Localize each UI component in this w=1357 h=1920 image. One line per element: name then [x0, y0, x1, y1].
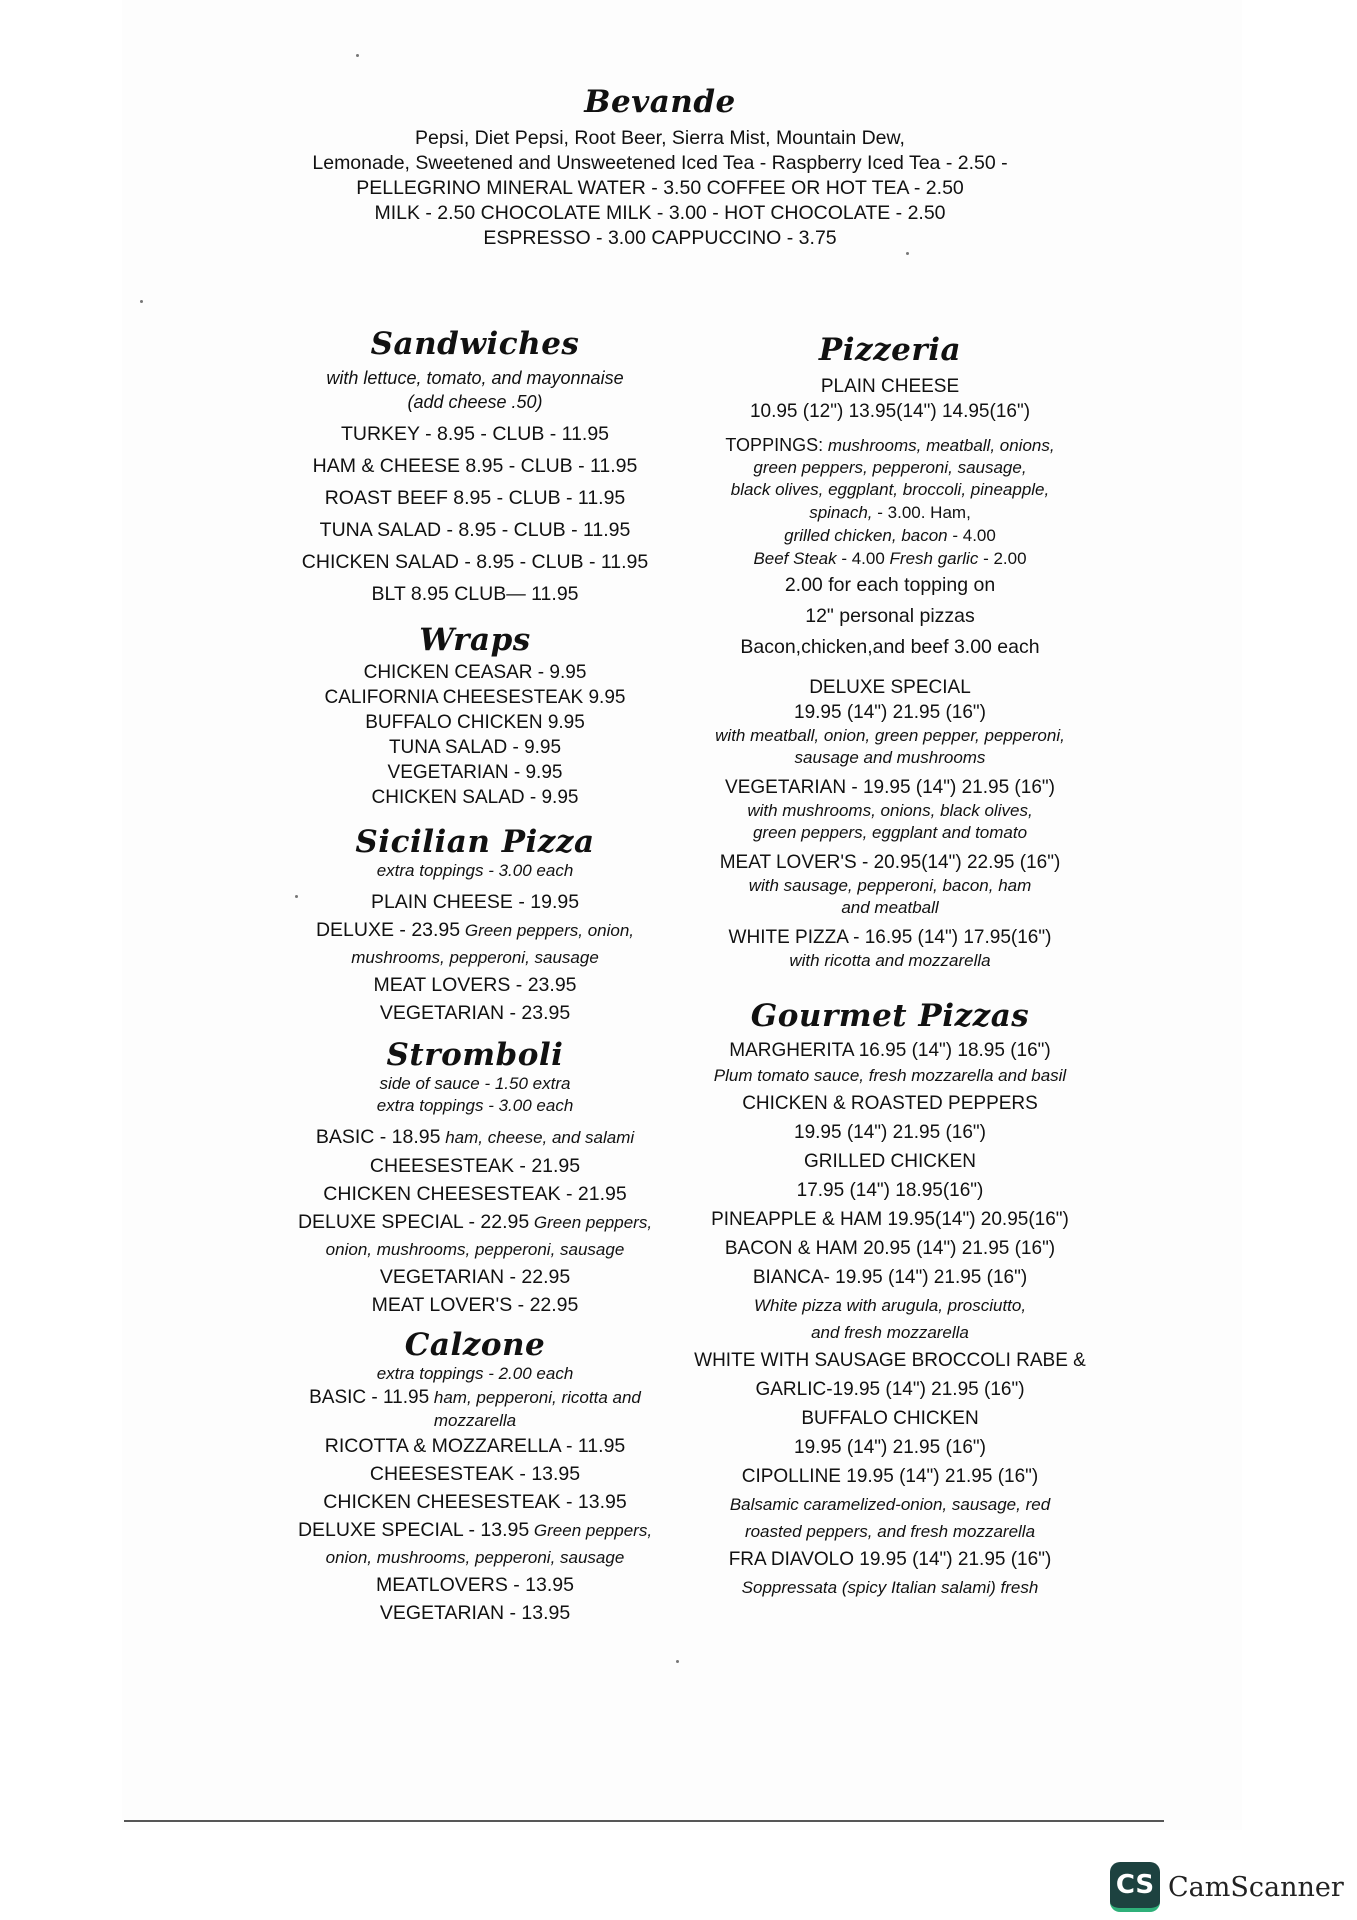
item-title: DELUXE - 23.95: [315, 919, 461, 941]
menu-item: [265, 1516, 685, 1545]
menu-item: FRA DIAVOLO 19.95 (14") 21.95 (16"): [728, 1549, 1052, 1570]
menu-item: BIANCA- 19.95 (14") 21.95 (16"): [752, 1267, 1028, 1288]
menu-item: VEGETARIAN - 9.95: [387, 762, 563, 783]
menu-item: WHITE WITH SAUSAGE BROCCOLI RABE &: [694, 1350, 1086, 1371]
item-desc: ham, cheese, and salami: [440, 1128, 635, 1147]
pizzeria-section: [680, 332, 1100, 972]
menu-item: WHITE PIZZA - 16.95 (14") 17.95(16"): [728, 927, 1052, 948]
menu-item: GARLIC-19.95 (14") 21.95 (16"): [755, 1379, 1025, 1400]
item-desc: and meatball: [841, 898, 939, 917]
beverage-line: Pepsi, Diet Pepsi, Root Beer, Sierra Mist, Mountain Dew,: [415, 127, 905, 149]
menu-item: BUFFALO CHICKEN 9.95: [365, 712, 585, 733]
calzone-desc: extra toppings - 2.00 each: [376, 1364, 574, 1383]
menu-item: CHICKEN CHEESESTEAK - 21.95: [323, 1183, 627, 1205]
menu-item: CALIFORNIA CHEESESTEAK 9.95: [324, 687, 626, 708]
menu-item: VEGETARIAN - 13.95: [379, 1602, 571, 1624]
menu-item: PLAIN CHEESE - 19.95: [370, 891, 580, 913]
gourmet-heading: Gourmet Pizzas: [750, 998, 1030, 1034]
item-desc: Green peppers,: [529, 1521, 653, 1540]
item-desc: mozzarella: [433, 1411, 517, 1430]
menu-item: PINEAPPLE & HAM 19.95(14") 20.95(16"): [711, 1209, 1069, 1230]
left-column: [265, 326, 685, 1627]
menu-item: TUNA SALAD - 9.95: [388, 737, 562, 758]
sandwiches-desc: with lettuce, tomato, and mayonnaise: [326, 368, 624, 388]
item-desc: Green peppers, onion,: [460, 921, 635, 940]
toppings-line: green peppers, pepperoni, sausage,: [753, 458, 1027, 477]
beverages-heading: Bevande: [584, 84, 736, 120]
menu-item: [265, 1208, 685, 1237]
camscanner-logo-icon: CS: [1110, 1862, 1160, 1912]
menu-item: CHICKEN SALAD - 8.95 - CLUB - 11.95: [301, 551, 649, 573]
item-desc: green peppers, eggplant and tomato: [752, 823, 1028, 842]
scan-speck: [140, 300, 143, 303]
menu-item: [265, 916, 685, 945]
menu-item: CHICKEN CHEESESTEAK - 13.95: [323, 1491, 627, 1513]
menu-item: TURKEY - 8.95 - CLUB - 11.95: [340, 423, 610, 445]
calzone-section: [265, 1327, 685, 1627]
bottom-rule: [124, 1820, 1164, 1822]
menu-item: MEAT LOVERS - 23.95: [373, 974, 577, 996]
stromboli-section: [265, 1037, 685, 1319]
wraps-heading: Wraps: [419, 622, 531, 658]
menu-item: DELUXE SPECIAL: [809, 677, 971, 698]
menu-item: TUNA SALAD - 8.95 - CLUB - 11.95: [319, 519, 631, 541]
menu-item: CHEESESTEAK - 21.95: [369, 1155, 581, 1177]
wraps-section: [265, 622, 685, 810]
menu-item: BLT 8.95 CLUB— 11.95: [371, 583, 579, 605]
item-desc: with ricotta and mozzarella: [789, 951, 991, 970]
item-desc: mushrooms, pepperoni, sausage: [351, 948, 599, 967]
beverage-line: Lemonade, Sweetened and Unsweetened Iced Tea - Raspberry Iced Tea - 2.50 -: [312, 152, 1008, 174]
sicilian-section: [265, 824, 685, 1027]
item-desc: sausage and mushrooms: [794, 748, 986, 767]
stromboli-desc: side of sauce - 1.50 extra: [379, 1074, 571, 1093]
menu-item: BUFFALO CHICKEN: [801, 1408, 979, 1429]
personal-line: 2.00 for each topping on: [784, 574, 996, 596]
toppings-line: spinach, - 3.00. Ham,: [809, 503, 971, 522]
scan-speck: [356, 54, 359, 57]
menu-item: MEAT LOVER'S - 22.95: [371, 1294, 579, 1316]
camscanner-watermark: [1110, 1862, 1344, 1912]
toppings-line: black olives, eggplant, broccoli, pineapple,: [730, 480, 1050, 499]
price-line: 19.95 (14") 21.95 (16"): [794, 702, 986, 723]
right-column: [680, 332, 1100, 1601]
item-title: DELUXE SPECIAL - 13.95: [297, 1519, 530, 1541]
menu-item: CHEESESTEAK - 13.95: [369, 1463, 581, 1485]
stromboli-heading: Stromboli: [386, 1037, 564, 1073]
toppings-line: grilled chicken, bacon - 4.00: [784, 526, 996, 545]
menu-item: PLAIN CHEESE: [820, 376, 960, 397]
scan-speck: [295, 895, 298, 898]
menu-item: 17.95 (14") 18.95(16"): [796, 1180, 984, 1201]
item-title: BASIC - 11.95: [309, 1387, 430, 1408]
menu-item: MARGHERITA 16.95 (14") 18.95 (16"): [729, 1040, 1051, 1061]
item-desc: onion, mushrooms, pepperoni, sausage: [325, 1240, 625, 1259]
menu-item: MEATLOVERS - 13.95: [376, 1574, 574, 1596]
menu-item: [265, 1385, 685, 1410]
item-desc: White pizza with arugula, prosciutto,: [753, 1296, 1027, 1315]
sandwiches-desc: (add cheese .50): [407, 392, 543, 412]
scan-speck: [906, 252, 909, 255]
item-desc: with meatball, onion, green pepper, pepperoni,: [715, 726, 1065, 745]
item-desc: onion, mushrooms, pepperoni, sausage: [325, 1548, 625, 1567]
item-desc: Soppressata (spicy Italian salami) fresh: [741, 1578, 1039, 1597]
menu-item: CHICKEN SALAD - 9.95: [371, 787, 579, 808]
item-desc: with mushrooms, onions, black olives,: [747, 801, 1033, 820]
sicilian-heading: Sicilian Pizza: [355, 824, 595, 860]
menu-item: 19.95 (14") 21.95 (16"): [794, 1122, 986, 1143]
item-desc: and fresh mozzarella: [811, 1323, 969, 1342]
item-desc: roasted peppers, and fresh mozzarella: [744, 1522, 1036, 1541]
menu-item: BACON & HAM 20.95 (14") 21.95 (16"): [724, 1238, 1056, 1259]
toppings-line: Beef Steak - 4.00 Fresh garlic - 2.00: [753, 549, 1027, 568]
toppings-line: TOPPINGS: mushrooms, meatball, onions,: [725, 435, 1055, 455]
stromboli-desc: extra toppings - 3.00 each: [376, 1096, 574, 1115]
pizzeria-heading: Pizzeria: [818, 332, 962, 368]
scan-speck: [676, 1660, 679, 1663]
beverages-section: [270, 84, 1050, 251]
sandwiches-heading: Sandwiches: [370, 326, 580, 362]
calzone-heading: Calzone: [404, 1327, 546, 1363]
item-title: DELUXE SPECIAL - 22.95: [297, 1211, 530, 1233]
item-desc: Plum tomato sauce, fresh mozzarella and basil: [713, 1066, 1067, 1085]
beverage-line: PELLEGRINO MINERAL WATER - 3.50 COFFEE OR HOT TEA - 2.50: [356, 177, 964, 199]
menu-item: HAM & CHEESE 8.95 - CLUB - 11.95: [312, 455, 638, 477]
sicilian-desc: extra toppings - 3.00 each: [376, 861, 574, 880]
menu-item: RICOTTA & MOZZARELLA - 11.95: [324, 1435, 626, 1457]
item-desc: Balsamic caramelized-onion, sausage, red: [729, 1495, 1051, 1514]
item-title: BASIC - 18.95: [315, 1126, 441, 1148]
menu-item: VEGETARIAN - 22.95: [379, 1266, 571, 1288]
menu-item: CHICKEN & ROASTED PEPPERS: [742, 1093, 1038, 1114]
item-desc: with sausage, pepperoni, bacon, ham: [748, 876, 1032, 895]
camscanner-label: CamScanner: [1168, 1871, 1344, 1903]
price-line: 10.95 (12") 13.95(14") 14.95(16"): [749, 401, 1031, 422]
item-desc: ham, pepperoni, ricotta and: [429, 1388, 641, 1407]
menu-item: MEAT LOVER'S - 20.95(14") 22.95 (16"): [719, 852, 1061, 873]
personal-line: 12" personal pizzas: [805, 605, 975, 627]
menu-item: 19.95 (14") 21.95 (16"): [794, 1437, 986, 1458]
beverage-line: ESPRESSO - 3.00 CAPPUCCINO - 3.75: [483, 227, 837, 249]
menu-item: CHICKEN CEASAR - 9.95: [363, 662, 587, 683]
toppings-label: TOPPINGS:: [725, 435, 824, 455]
menu-item: VEGETARIAN - 23.95: [379, 1002, 571, 1024]
gourmet-section: [680, 998, 1100, 1601]
menu-item: CIPOLLINE 19.95 (14") 21.95 (16"): [741, 1466, 1039, 1487]
item-desc: Green peppers,: [529, 1213, 653, 1232]
beverage-line: MILK - 2.50 CHOCOLATE MILK - 3.00 - HOT CHOCOLATE - 2.50: [374, 202, 946, 224]
menu-item: VEGETARIAN - 19.95 (14") 21.95 (16"): [725, 777, 1055, 798]
personal-line: Bacon,chicken,and beef 3.00 each: [740, 636, 1040, 658]
sandwiches-section: [265, 326, 685, 610]
menu-item: [265, 1123, 685, 1152]
menu-item: ROAST BEEF 8.95 - CLUB - 11.95: [324, 487, 626, 509]
menu-item: GRILLED CHICKEN: [803, 1151, 977, 1172]
